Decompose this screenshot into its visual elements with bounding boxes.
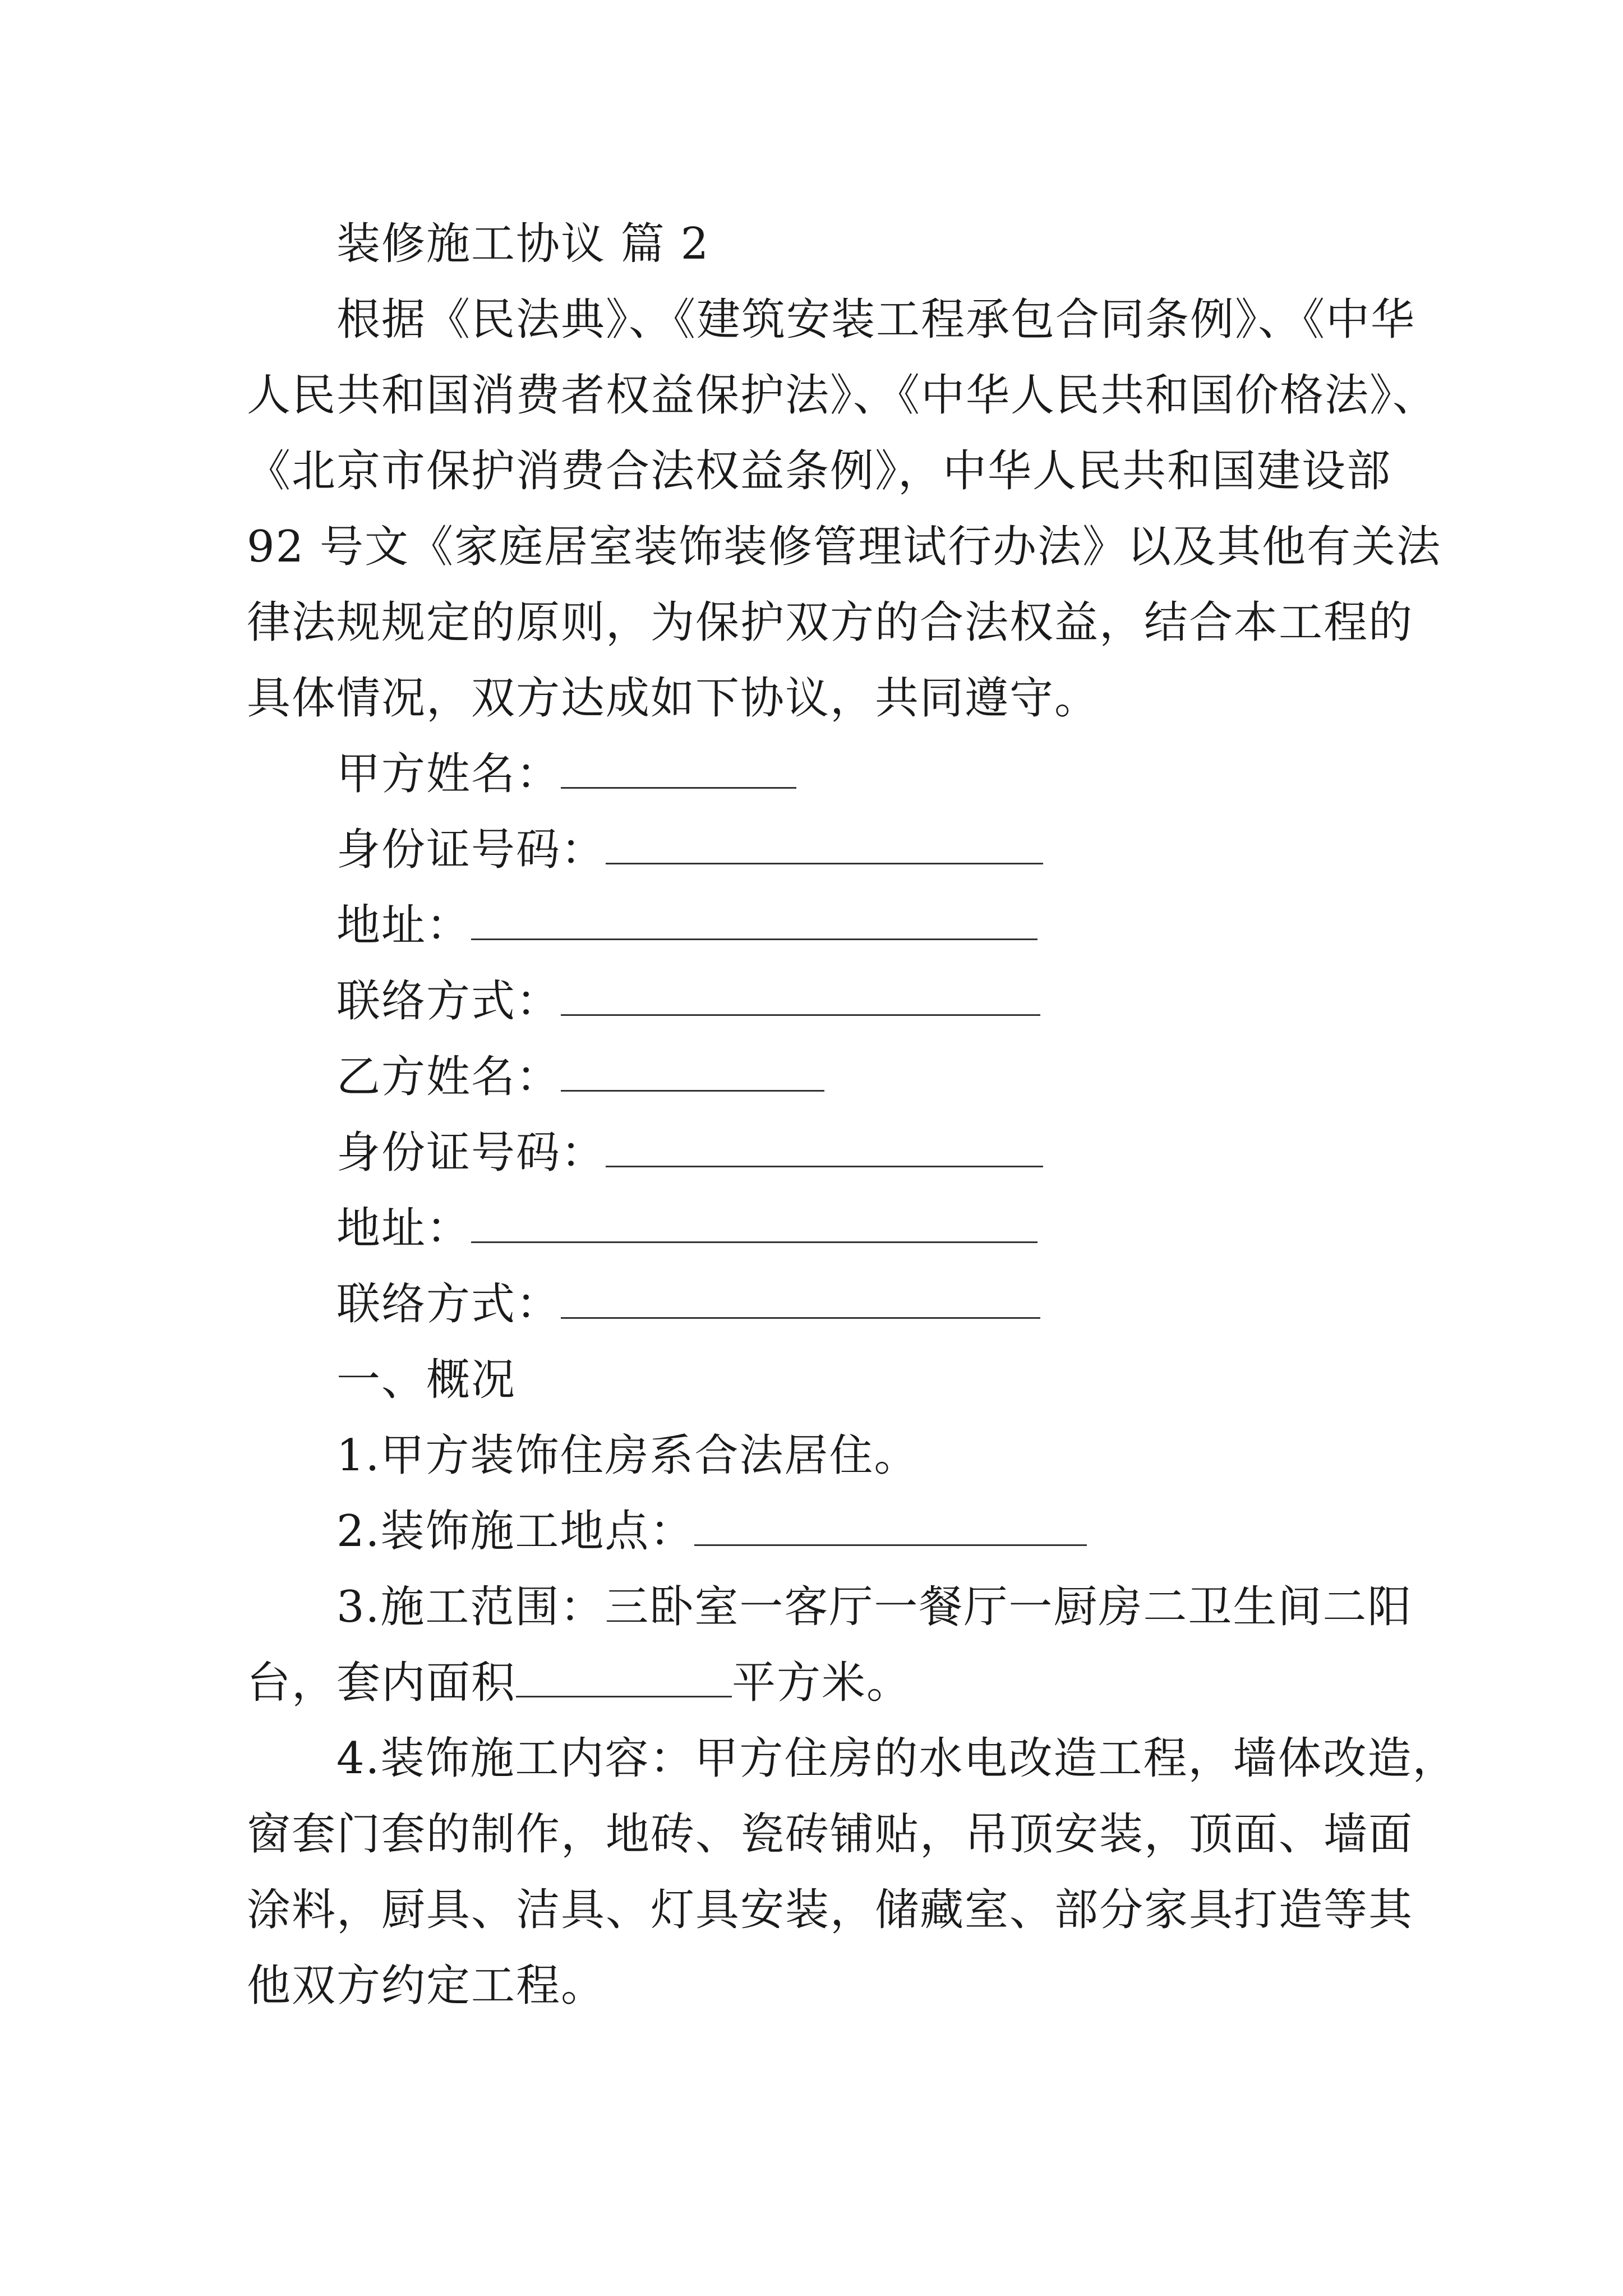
- party-a-id-label: 身份证号码：: [336, 825, 606, 875]
- preamble-line-5: 律法规规定的原则，为保护双方的合法权益，结合本工程的: [247, 597, 1414, 648]
- section-1-item-3-line-1: 3.施工范围：三卧室一客厅一餐厅一厨房二卫生间二阳: [336, 1582, 1413, 1632]
- preamble-line-3: 《北京市保护消费合法权益条例》，中华人民共和国建设部: [247, 446, 1392, 496]
- section-1-item-3-line-2: [247, 1655, 911, 1711]
- preamble-line-2: 人民共和国消费者权益保护法》、《中华人民共和国价格法》、: [247, 370, 1438, 421]
- section-1-item-3-prefix: 台，套内面积: [247, 1658, 517, 1708]
- construction-site-field[interactable]: [694, 1505, 1087, 1546]
- party-b-contact-row: [336, 1276, 1040, 1332]
- party-b-name-row: [336, 1049, 824, 1105]
- party-a-address-field[interactable]: [471, 899, 1038, 940]
- party-a-name-field[interactable]: [561, 748, 796, 789]
- party-b-name-label: 乙方姓名：: [336, 1052, 561, 1102]
- party-a-name-label: 甲方姓名：: [336, 749, 561, 799]
- party-b-id-row: [336, 1125, 1043, 1181]
- section-1-item-4-line-4: 他双方约定工程。: [247, 1961, 606, 2011]
- party-a-id-field[interactable]: [606, 823, 1043, 864]
- section-1-item-3-suffix: 平方米。: [732, 1658, 912, 1708]
- section-1-item-4-line-1: 4.装饰施工内容：甲方住房的水电改造工程，墙体改造，: [336, 1733, 1458, 1784]
- section-1-item-4-line-2: 窗套门套的制作，地砖、瓷砖铺贴，吊顶安装，顶面、墙面: [247, 1809, 1414, 1860]
- party-b-id-field[interactable]: [606, 1126, 1043, 1167]
- party-b-address-row: [336, 1200, 1038, 1257]
- floor-area-field[interactable]: [516, 1657, 732, 1697]
- section-1-item-4-line-3: 涂料，厨具、洁具、灯具安装，储藏室、部分家具打造等其: [247, 1885, 1414, 1935]
- party-b-address-field[interactable]: [471, 1202, 1038, 1243]
- preamble-line-6: 具体情况，双方达成如下协议，共同遵守。: [247, 673, 1100, 724]
- party-a-id-row: [336, 822, 1043, 878]
- preamble-line-4: 92 号文《家庭居室装饰装修管理试行办法》以及其他有关法: [247, 522, 1442, 572]
- document-title: 装修施工协议 篇 2: [336, 219, 710, 269]
- party-b-address-label: 地址：: [336, 1203, 472, 1254]
- party-b-id-label: 身份证号码：: [336, 1128, 606, 1178]
- preamble-line-1: 根据《民法典》、《建筑安装工程承包合同条例》、《中华: [336, 295, 1416, 345]
- section-1-item-2-label: 2.装饰施工地点：: [336, 1506, 695, 1557]
- party-a-contact-row: [336, 973, 1040, 1029]
- party-a-address-label: 地址：: [336, 900, 472, 951]
- party-b-contact-label: 联络方式：: [336, 1279, 561, 1329]
- party-a-contact-label: 联络方式：: [336, 976, 561, 1027]
- section-1-heading: 一、概况: [336, 1355, 517, 1405]
- section-1-item-1: 1.甲方装饰住房系合法居住。: [336, 1430, 919, 1481]
- party-a-address-row: [336, 898, 1038, 954]
- party-b-contact-field[interactable]: [561, 1278, 1040, 1319]
- party-a-name-row: [336, 746, 796, 802]
- section-1-item-2-row: [336, 1503, 1087, 1559]
- party-a-contact-field[interactable]: [561, 975, 1040, 1016]
- party-b-name-field[interactable]: [561, 1051, 824, 1092]
